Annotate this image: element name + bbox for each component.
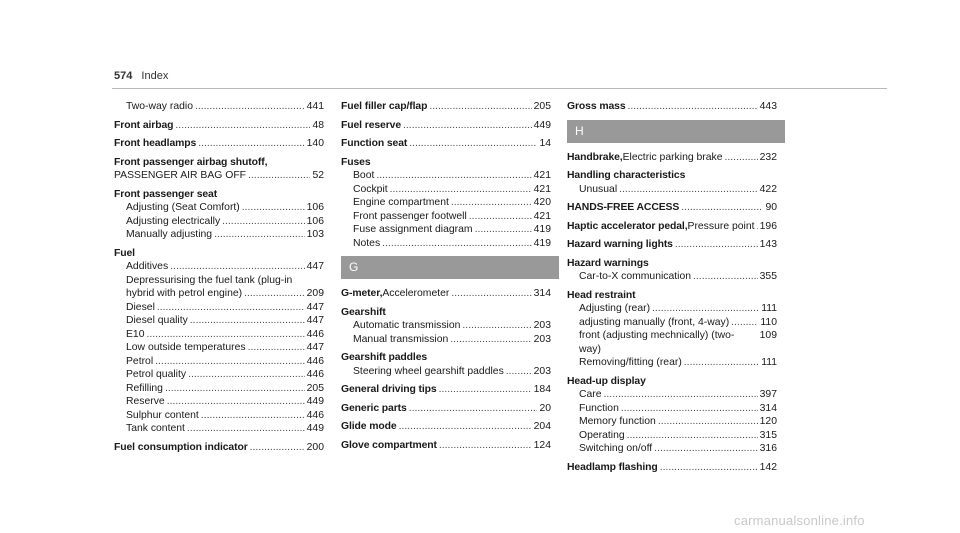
leader-dots bbox=[619, 183, 758, 197]
page-ref: 205 bbox=[306, 382, 324, 394]
index-entry bbox=[341, 402, 551, 416]
page-ref: 443 bbox=[759, 101, 777, 112]
index-entry bbox=[114, 137, 324, 151]
index-term-line bbox=[341, 100, 551, 114]
index-term: Front passenger seat bbox=[114, 188, 218, 200]
page-ref: 314 bbox=[533, 288, 551, 299]
entry-label: Notes bbox=[353, 237, 381, 249]
index-subentry bbox=[567, 183, 777, 197]
leader-dots bbox=[201, 409, 305, 423]
index-term: Headlamp flashing bbox=[567, 461, 658, 473]
index-term-line bbox=[567, 100, 777, 114]
index-entry bbox=[567, 375, 777, 456]
index-subentry bbox=[567, 442, 777, 456]
page-ref: 196 bbox=[759, 220, 777, 232]
page-ref: 447 bbox=[306, 315, 324, 326]
index-term-line bbox=[567, 238, 777, 252]
section-title: Index bbox=[141, 70, 169, 82]
leader-dots bbox=[658, 415, 758, 429]
entry-label: Adjusting electrically bbox=[126, 215, 221, 227]
page-ref: 204 bbox=[533, 421, 551, 432]
leader-dots bbox=[462, 319, 531, 333]
entry-label: Removing/fitting (rear) bbox=[579, 357, 682, 368]
index-subentry bbox=[341, 196, 551, 210]
entry-label: Adjusting (rear) bbox=[579, 303, 651, 314]
index-term: Generic parts bbox=[341, 402, 407, 414]
leader-dots bbox=[693, 270, 758, 284]
index-subentry bbox=[114, 422, 324, 436]
index-entry bbox=[567, 100, 777, 114]
leader-dots bbox=[469, 210, 532, 224]
index-subentry bbox=[114, 287, 324, 301]
watermark-logo: carmanualsonline.info bbox=[734, 513, 865, 528]
leader-dots bbox=[376, 169, 531, 183]
index-term: Glide mode bbox=[341, 421, 397, 432]
index-term: Fuses bbox=[341, 156, 371, 168]
index-subentry bbox=[567, 302, 777, 316]
leader-dots bbox=[250, 441, 305, 455]
page-ref: 441 bbox=[306, 101, 324, 112]
leader-dots bbox=[403, 119, 532, 133]
index-entry bbox=[114, 156, 324, 183]
entry-label: Care bbox=[579, 389, 602, 400]
index-term: Front airbag bbox=[114, 119, 174, 131]
index-subentry bbox=[114, 201, 324, 215]
leader-dots bbox=[248, 341, 305, 355]
index-term-line bbox=[567, 151, 777, 165]
term-qualifier: Pressure point bbox=[687, 220, 755, 232]
leader-dots bbox=[450, 333, 531, 347]
index-subentry bbox=[341, 169, 551, 183]
leader-dots bbox=[382, 237, 532, 251]
index-entry bbox=[341, 137, 551, 151]
index-column-2 bbox=[341, 100, 551, 457]
leader-dots bbox=[451, 196, 532, 210]
index-subentry bbox=[114, 341, 324, 355]
subentry-wrapped-line: Depressurising the fuel tank (plug-in bbox=[126, 274, 293, 286]
page-ref: 446 bbox=[306, 409, 324, 421]
page-ref: 449 bbox=[306, 423, 324, 434]
leader-dots bbox=[198, 137, 304, 151]
term-qualifier: Electric parking brake bbox=[622, 151, 723, 163]
leader-dots bbox=[399, 420, 532, 434]
index-term-line bbox=[567, 220, 777, 234]
index-term: Front passenger airbag shutoff, bbox=[114, 156, 268, 168]
leader-dots bbox=[175, 119, 310, 133]
term-qualifier: Accelerometer bbox=[382, 288, 450, 299]
page-ref: 184 bbox=[533, 384, 551, 395]
index-entry bbox=[114, 441, 324, 455]
index-subentry bbox=[567, 270, 777, 284]
index-entry bbox=[567, 151, 777, 165]
entry-label: Two-way radio bbox=[126, 101, 193, 112]
entry-label: Front passenger footwell bbox=[353, 210, 467, 222]
page-ref: 422 bbox=[759, 183, 777, 195]
leader-dots bbox=[157, 301, 305, 315]
entry-label: Manually adjusting bbox=[126, 229, 213, 240]
page-ref: 103 bbox=[306, 229, 324, 240]
index-term-line bbox=[341, 137, 551, 151]
entry-label: Fuse assignment diagram bbox=[353, 224, 473, 235]
entry-label: Low outside temperatures bbox=[126, 342, 246, 353]
index-term-line bbox=[341, 351, 551, 365]
page-ref: 90 bbox=[765, 202, 777, 213]
letter-heading: G bbox=[341, 256, 559, 279]
page-ref: 315 bbox=[759, 429, 777, 441]
leader-dots bbox=[627, 429, 758, 443]
index-entry bbox=[341, 439, 551, 453]
leader-dots bbox=[187, 422, 305, 436]
index-subentry bbox=[114, 355, 324, 369]
page-ref: 447 bbox=[306, 342, 324, 353]
index-term: Gross mass bbox=[567, 101, 626, 112]
index-term-line bbox=[341, 119, 551, 133]
entry-label: Reserve bbox=[126, 396, 165, 407]
index-entry bbox=[341, 351, 551, 378]
entry-label: Automatic transmission bbox=[353, 320, 461, 331]
index-entry bbox=[341, 119, 551, 133]
index-term-line bbox=[114, 188, 324, 202]
leader-dots bbox=[165, 382, 305, 396]
index-column-3 bbox=[567, 100, 777, 479]
index-term: Glove compartment bbox=[341, 439, 437, 451]
index-term: General driving tips bbox=[341, 384, 437, 395]
leader-dots bbox=[604, 388, 758, 402]
leader-dots bbox=[390, 183, 532, 197]
index-entry bbox=[341, 306, 551, 347]
index-entry bbox=[567, 461, 777, 475]
page-ref: 140 bbox=[306, 138, 324, 149]
page-ref: 203 bbox=[533, 320, 551, 331]
entry-label: Petrol bbox=[126, 355, 154, 367]
index-entry bbox=[341, 383, 551, 397]
index-subentry bbox=[341, 183, 551, 197]
page-ref: 421 bbox=[533, 170, 551, 181]
page-header bbox=[114, 70, 168, 82]
header-divider bbox=[112, 88, 887, 89]
index-term: G-meter, bbox=[341, 288, 383, 299]
leader-dots bbox=[652, 302, 759, 316]
index-term-line bbox=[341, 287, 551, 301]
index-term-line bbox=[567, 289, 777, 303]
entry-label: Additives bbox=[126, 261, 169, 272]
leader-dots bbox=[195, 100, 305, 114]
page-ref: 143 bbox=[759, 239, 777, 250]
page-ref: 200 bbox=[306, 441, 324, 453]
entry-label: Function bbox=[579, 402, 619, 414]
index-term: Handbrake, bbox=[567, 151, 623, 163]
index-subentry bbox=[114, 215, 324, 229]
page-ref: 106 bbox=[306, 202, 324, 213]
leader-dots bbox=[155, 355, 305, 369]
index-subentry bbox=[341, 223, 551, 237]
index-subentry bbox=[114, 409, 324, 423]
page-ref: 209 bbox=[306, 288, 324, 299]
leader-dots bbox=[506, 365, 532, 379]
page-ref: 449 bbox=[306, 396, 324, 407]
index-term: Hazard warnings bbox=[567, 257, 649, 269]
index-term: Gearshift paddles bbox=[341, 352, 428, 363]
entry-label: Operating bbox=[579, 429, 625, 441]
index-entry bbox=[341, 287, 551, 301]
index-term-line bbox=[114, 156, 324, 170]
leader-dots bbox=[167, 395, 305, 409]
index-term-line bbox=[567, 375, 777, 389]
leader-dots bbox=[214, 228, 305, 242]
index-subentry bbox=[114, 314, 324, 328]
page-ref: 111 bbox=[761, 303, 777, 314]
page-ref: 20 bbox=[539, 402, 551, 414]
entry-label: Engine compartment bbox=[353, 197, 449, 208]
letter-heading: H bbox=[567, 120, 785, 143]
index-term-line bbox=[341, 306, 551, 320]
index-subentry bbox=[567, 388, 777, 402]
index-term-line bbox=[567, 169, 777, 183]
page-ref: 420 bbox=[533, 197, 551, 208]
index-term: Gearshift bbox=[341, 306, 386, 318]
page-ref: 397 bbox=[759, 389, 777, 400]
entry-label: Refilling bbox=[126, 382, 163, 394]
leader-dots bbox=[409, 137, 537, 151]
index-term-line bbox=[114, 441, 324, 455]
leader-dots bbox=[725, 151, 758, 165]
page-ref: 142 bbox=[759, 461, 777, 473]
index-subentry bbox=[567, 429, 777, 443]
page-ref: 421 bbox=[533, 210, 551, 222]
index-term-line bbox=[567, 201, 777, 215]
page-ref: 14 bbox=[539, 138, 551, 149]
index-term: Fuel consumption indicator bbox=[114, 441, 248, 453]
index-term: Head restraint bbox=[567, 289, 636, 301]
index-column-1 bbox=[114, 100, 324, 459]
page-ref: 120 bbox=[759, 416, 777, 427]
entry-label: Memory function bbox=[579, 416, 656, 427]
entry-label: Steering wheel gearshift paddles bbox=[353, 365, 504, 377]
page-ref: 446 bbox=[306, 369, 324, 380]
entry-label: E10 bbox=[126, 328, 145, 340]
index-subentry bbox=[114, 100, 324, 114]
page-number: 574 bbox=[114, 70, 133, 82]
page-ref: 110 bbox=[760, 316, 777, 328]
page-ref: 316 bbox=[759, 443, 777, 454]
index-term-line bbox=[114, 247, 324, 261]
index-entry bbox=[341, 156, 551, 251]
index-entry bbox=[341, 100, 551, 114]
index-subentry bbox=[114, 228, 324, 242]
leader-dots bbox=[654, 442, 757, 456]
index-term-line bbox=[341, 402, 551, 416]
page-ref: 447 bbox=[306, 261, 324, 272]
index-term-line bbox=[341, 439, 551, 453]
index-subentry bbox=[341, 319, 551, 333]
entry-label: Petrol quality bbox=[126, 369, 187, 380]
page-ref: 52 bbox=[312, 170, 324, 181]
index-entry bbox=[341, 420, 551, 434]
page-ref: 446 bbox=[306, 355, 324, 367]
entry-label: Unusual bbox=[579, 183, 618, 195]
entry-label: Adjusting (Seat Comfort) bbox=[126, 202, 240, 213]
index-entry bbox=[567, 289, 777, 370]
page-ref: 124 bbox=[533, 439, 551, 451]
page-ref: 48 bbox=[312, 119, 324, 131]
leader-dots bbox=[188, 368, 305, 382]
index-entry bbox=[567, 238, 777, 252]
index-term: Haptic accelerator pedal, bbox=[567, 220, 688, 232]
leader-dots bbox=[147, 328, 305, 342]
page-ref: 232 bbox=[759, 151, 777, 163]
index-subentry bbox=[567, 356, 777, 370]
index-term-line bbox=[567, 461, 777, 475]
index-term: HANDS-FREE ACCESS bbox=[567, 202, 680, 213]
index-subentry bbox=[114, 395, 324, 409]
index-term: Hazard warning lights bbox=[567, 239, 673, 250]
page-ref: 314 bbox=[759, 402, 777, 414]
index-entry bbox=[567, 220, 777, 234]
leader-dots bbox=[242, 201, 305, 215]
index-term: Front headlamps bbox=[114, 138, 197, 149]
leader-dots bbox=[681, 201, 763, 215]
leader-dots bbox=[170, 260, 304, 274]
page-ref: 205 bbox=[533, 101, 551, 112]
leader-dots bbox=[684, 356, 759, 370]
index-subentry bbox=[114, 382, 324, 396]
leader-dots bbox=[439, 439, 532, 453]
index-entry bbox=[114, 247, 324, 436]
index-subentry bbox=[114, 260, 324, 274]
index-term-line bbox=[567, 257, 777, 271]
page-ref: 419 bbox=[533, 237, 551, 249]
leader-dots bbox=[248, 169, 310, 183]
leader-dots bbox=[628, 100, 758, 114]
leader-dots bbox=[660, 461, 758, 475]
leader-dots bbox=[451, 287, 531, 301]
entry-label: Tank content bbox=[126, 423, 185, 434]
index-subentry bbox=[341, 210, 551, 224]
index-subentry bbox=[341, 333, 551, 347]
page-ref: 106 bbox=[306, 215, 324, 227]
index-subentry bbox=[114, 301, 324, 315]
index-term: Fuel reserve bbox=[341, 119, 402, 131]
index-term: Fuel filler cap/flap bbox=[341, 101, 428, 112]
leader-dots bbox=[475, 223, 532, 237]
index-term: Handling characteristics bbox=[567, 170, 686, 181]
index-subentry bbox=[114, 368, 324, 382]
index-term-line bbox=[341, 383, 551, 397]
index-entry bbox=[567, 201, 777, 215]
entry-label: PASSENGER AIR BAG OFF bbox=[114, 170, 247, 181]
index-subentry bbox=[567, 415, 777, 429]
index-term: Head-up display bbox=[567, 375, 646, 387]
index-subentry bbox=[567, 329, 777, 356]
page-ref: 421 bbox=[533, 183, 551, 195]
entry-label: front (adjusting mechnically) (two-way) bbox=[579, 330, 735, 355]
index-term-line bbox=[114, 137, 324, 151]
leader-dots bbox=[244, 287, 305, 301]
page-ref: 449 bbox=[533, 119, 551, 131]
entry-label: adjusting manually (front, 4-way) bbox=[579, 316, 730, 328]
index-subentry bbox=[341, 237, 551, 251]
index-entry bbox=[114, 100, 324, 114]
index-entry bbox=[567, 169, 777, 196]
entry-label: Manual transmission bbox=[353, 333, 449, 345]
leader-dots bbox=[190, 314, 305, 328]
index-term-line bbox=[114, 119, 324, 133]
page-ref: 447 bbox=[306, 301, 324, 313]
page-ref: 111 bbox=[761, 357, 777, 368]
entry-label: Car-to-X communication bbox=[579, 271, 692, 282]
leader-dots bbox=[429, 100, 531, 114]
entry-label: Diesel bbox=[126, 301, 155, 313]
entry-label: Switching on/off bbox=[579, 443, 653, 454]
leader-dots bbox=[675, 238, 758, 252]
page-ref: 419 bbox=[533, 224, 551, 235]
entry-label: Boot bbox=[353, 170, 375, 181]
leader-dots bbox=[731, 316, 758, 330]
index-subentry bbox=[567, 402, 777, 416]
page-ref: 203 bbox=[533, 333, 551, 345]
index-subentry bbox=[567, 316, 777, 330]
entry-label: Cockpit bbox=[353, 183, 388, 195]
page-ref: 355 bbox=[759, 271, 777, 282]
page-ref: 109 bbox=[759, 330, 777, 341]
entry-label: hybrid with petrol engine) bbox=[126, 288, 243, 299]
leader-dots bbox=[409, 402, 538, 416]
leader-dots bbox=[439, 383, 532, 397]
index-subentry bbox=[114, 328, 324, 342]
index-entry bbox=[567, 257, 777, 284]
index-term: Fuel bbox=[114, 247, 135, 259]
index-term-line bbox=[341, 420, 551, 434]
index-entry bbox=[114, 188, 324, 242]
index-entry bbox=[114, 119, 324, 133]
page-ref: 446 bbox=[306, 328, 324, 340]
leader-dots bbox=[757, 220, 758, 234]
index-subentry bbox=[114, 169, 324, 183]
index-term-line bbox=[341, 156, 551, 170]
index-subentry bbox=[341, 365, 551, 379]
entry-label: Diesel quality bbox=[126, 315, 188, 326]
index-term: Function seat bbox=[341, 138, 408, 149]
leader-dots bbox=[222, 215, 305, 229]
entry-label: Sulphur content bbox=[126, 409, 199, 421]
page-ref: 203 bbox=[533, 365, 551, 377]
leader-dots bbox=[621, 402, 758, 416]
